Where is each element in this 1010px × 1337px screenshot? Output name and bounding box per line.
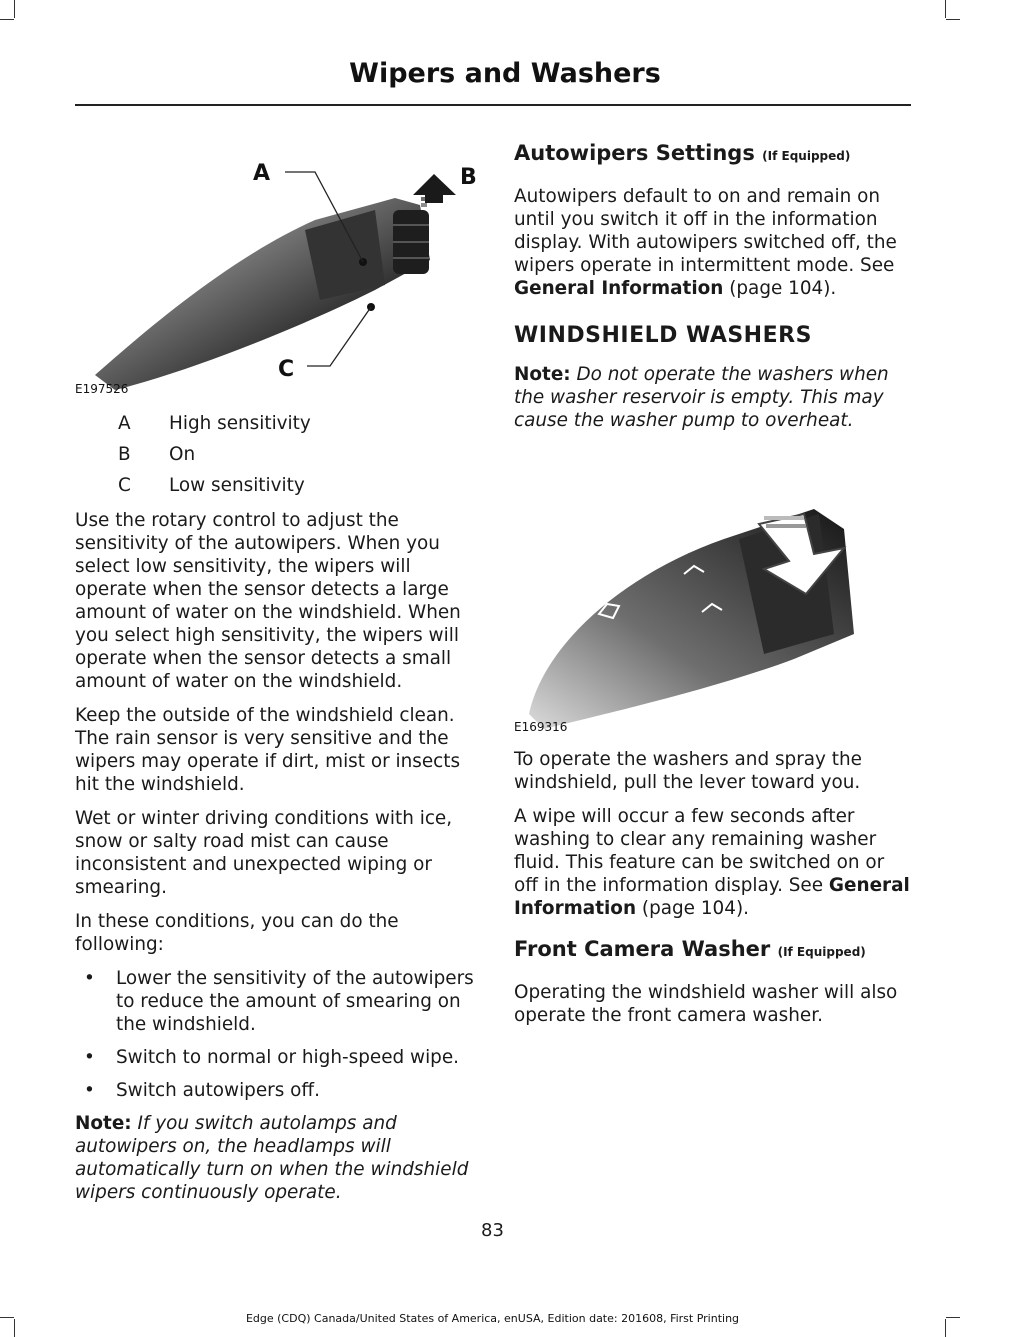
note-text: Do not operate the washers when the washer reservoir is empty. This may cause the washer pump to overheat. xyxy=(514,364,889,431)
paragraph xyxy=(514,805,910,920)
paragraph: To operate the washers and spray the windshield, pull the lever toward you. xyxy=(514,749,862,793)
callout-c: C xyxy=(278,357,295,382)
paragraph: Operating the windshield washer will also operate the front camera washer. xyxy=(514,982,898,1026)
crop-mark xyxy=(945,0,946,18)
list-item xyxy=(75,967,475,1036)
legend-row xyxy=(75,439,475,470)
legend-label: On xyxy=(169,444,196,465)
paragraph-text: Autowipers default to on and remain on until you switch it off in the information display. With autowipers switched off, the wipers operate in intermittent mode. See xyxy=(514,186,897,276)
page-reference: (page 104). xyxy=(723,278,837,299)
legend-row xyxy=(75,408,475,439)
paragraph: Use the rotary control to adjust the sensitivity of the autowipers. When you select low sensitivity, the wipers will operate when the sensor detects a large amount of water on the windshield. When you select high sensitivity, the wipers will operate when the sensor detects a small amount of water on the windshield. xyxy=(75,510,461,692)
note xyxy=(514,363,910,432)
bullet-list xyxy=(75,967,475,1102)
legend-label: High sensitivity xyxy=(169,413,311,434)
paragraph-text: A wipe will occur a few seconds after washing to clear any remaining washer fluid. This feature can be switched on or off in the information display. See xyxy=(514,806,885,896)
bullet-icon: • xyxy=(84,1080,95,1101)
note-label: Note: xyxy=(514,364,571,385)
crop-mark xyxy=(946,19,960,20)
list-item xyxy=(75,1046,475,1069)
callout-b: B xyxy=(460,165,477,190)
list-item-text: Lower the sensitivity of the autowipers to reduce the amount of smearing on the windshield. xyxy=(116,968,474,1035)
callout-legend xyxy=(75,408,475,501)
section-heading-autowipers xyxy=(514,140,910,169)
cross-reference-link[interactable]: General Information xyxy=(514,875,910,919)
legend-label: Low sensitivity xyxy=(169,475,305,496)
list-item-text: Switch autowipers off. xyxy=(116,1080,320,1101)
bullet-icon: • xyxy=(84,1047,95,1068)
paragraph: In these conditions, you can do the following: xyxy=(75,911,399,955)
legend-key: A xyxy=(118,413,131,434)
callout-a: A xyxy=(253,161,271,186)
crop-mark xyxy=(0,19,14,20)
if-equipped-label: (If Equipped) xyxy=(777,945,866,959)
autowiper-lever-illustration xyxy=(75,110,475,396)
figure-autowiper-control xyxy=(75,110,475,396)
legend-key: C xyxy=(118,475,131,496)
legend-key: B xyxy=(118,444,131,465)
section-heading-front-camera-washer xyxy=(514,936,910,965)
heading-text: Autowipers Settings xyxy=(514,141,755,165)
figure-washer-lever xyxy=(514,444,910,734)
list-item xyxy=(75,1079,475,1102)
paragraph: Keep the outside of the windshield clean. The rain sensor is very sensitive and the wipers may operate if dirt, mist or insects hit the windshield. xyxy=(75,705,461,795)
footer-edition: Edge (CDQ) Canada/United States of America, enUSA, Edition date: 201608, First Printing xyxy=(245,1312,740,1325)
legend-row xyxy=(75,470,475,501)
note-label: Note: xyxy=(75,1113,132,1134)
section-heading-washers: WINDSHIELD WASHERS xyxy=(514,323,812,348)
right-column xyxy=(514,140,910,1038)
header-rule xyxy=(75,104,911,106)
page-reference: (page 104). xyxy=(636,898,749,919)
note-text: If you switch autolamps and autowipers on, the headlamps will automatically turn on when the windshield wipers continuously operate. xyxy=(75,1113,469,1203)
note xyxy=(75,1112,475,1204)
page-title: Wipers and Washers xyxy=(349,58,661,89)
paragraph xyxy=(514,185,910,300)
paragraph: Wet or winter driving conditions with ice, snow or salty road mist can cause inconsistent and unexpected wiping or smearing. xyxy=(75,808,453,898)
heading-text: Front Camera Washer xyxy=(514,937,771,961)
crop-mark xyxy=(14,0,15,18)
bullet-icon: • xyxy=(84,968,95,989)
if-equipped-label: (If Equipped) xyxy=(762,149,851,163)
page-number: 83 xyxy=(481,1220,504,1241)
list-item-text: Switch to normal or high-speed wipe. xyxy=(116,1047,460,1068)
figure-code: E169316 xyxy=(514,720,568,734)
figure-code: E197526 xyxy=(75,382,129,396)
cross-reference-link[interactable]: General Information xyxy=(514,278,724,299)
left-column xyxy=(75,110,475,1215)
washer-lever-illustration xyxy=(514,444,910,734)
